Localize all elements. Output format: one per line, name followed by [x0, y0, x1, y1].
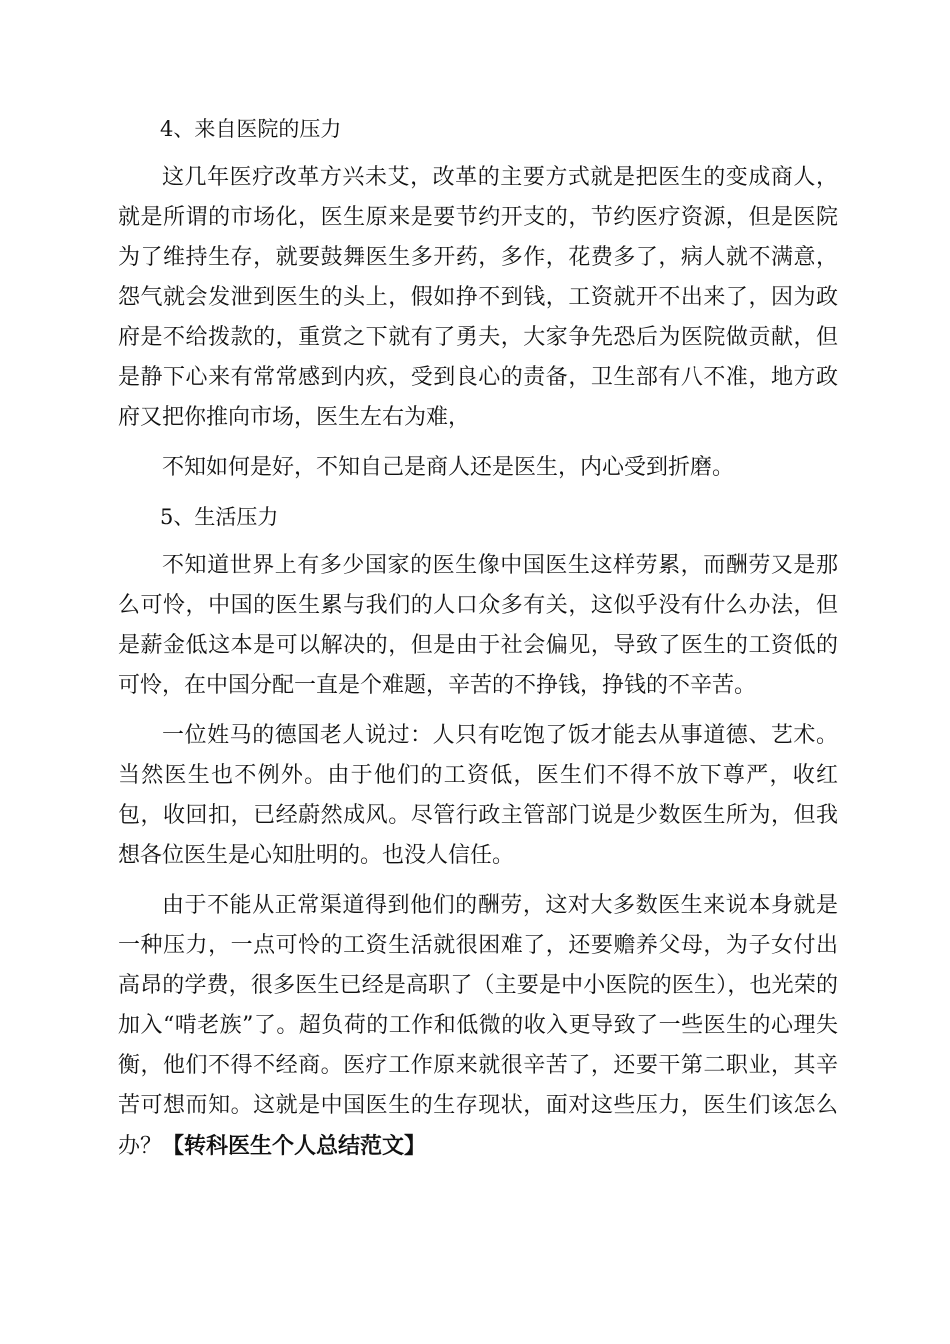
paragraph-german-quote: 一位姓马的德国老人说过：人只有吃饱了饭才能去从事道德、艺术。当然医生也不例外。由于他们的工资低，医生们不得不放下尊严，收红包，收回扣，已经蔚然成风。尽管行政主管部门说是少数医生所为，但我想各位医生是心知肚明的。也没人信任。: [118, 723, 838, 868]
paragraph-low-pay: 不知道世界上有多少国家的医生像中国医生这样劳累，而酬劳又是那么可怜，中国的医生累与我们的人口众多有关，这似乎没有什么办法，但是薪金低这本是可以解决的，但是由于社会偏见，导致了医生的工资低的可怜，在中国分配一直是个难题，辛苦的不挣钱，挣钱的不辛苦。: [118, 553, 838, 698]
paragraph-medical-reform: 这几年医疗改革方兴未艾，改革的主要方式就是把医生的变成商人，就是所谓的市场化，医生原来是要节约开支的，节约医疗资源，但是医院为了维持生存，就要鼓舞医生多开药，多作，花费多了，病人就不满意，怨气就会发泄到医生的头上，假如挣不到钱，工资就开不出来了，因为政府是不给拨款的，重赏之下就有了勇夫，大家争先恐后为医院做贡献，但是静下心来有常常感到内疚，受到良心的责备，卫生部有八不准，地方政府又把你推向市场，医生左右为难，: [118, 165, 838, 430]
document-page: [118, 110, 838, 1177]
paragraph-inner-torment: 不知如何是好，不知自己是商人还是医生，内心受到折磨。: [162, 455, 735, 480]
section-heading-hospital-pressure: 4、来自医院的压力: [160, 117, 342, 141]
section-heading-life-pressure: 5、生活压力: [160, 505, 279, 529]
paragraph-survival-status: [118, 886, 838, 1167]
paragraph-survival-text: 由于不能从正常渠道得到他们的酬劳，这对大多数医生来说本身就是一种压力，一点可怜的工资生活就很困难了，还要赡养父母，为子女付出高昂的学费，很多医生已经是高职了（主要是中小医院的医生），也光荣的加入“啃老族”了。超负荷的工作和低微的收入更导致了一些医生的心理失衡，他们不得不经商。医疗工作原来就很辛苦了，还要干第二职业，其辛苦可想而知。这就是中国医生的生存现状，面对这些压力，医生们该怎么办？: [118, 893, 838, 1159]
related-article-title: 【转科医生个人总结范文】: [162, 1133, 427, 1159]
